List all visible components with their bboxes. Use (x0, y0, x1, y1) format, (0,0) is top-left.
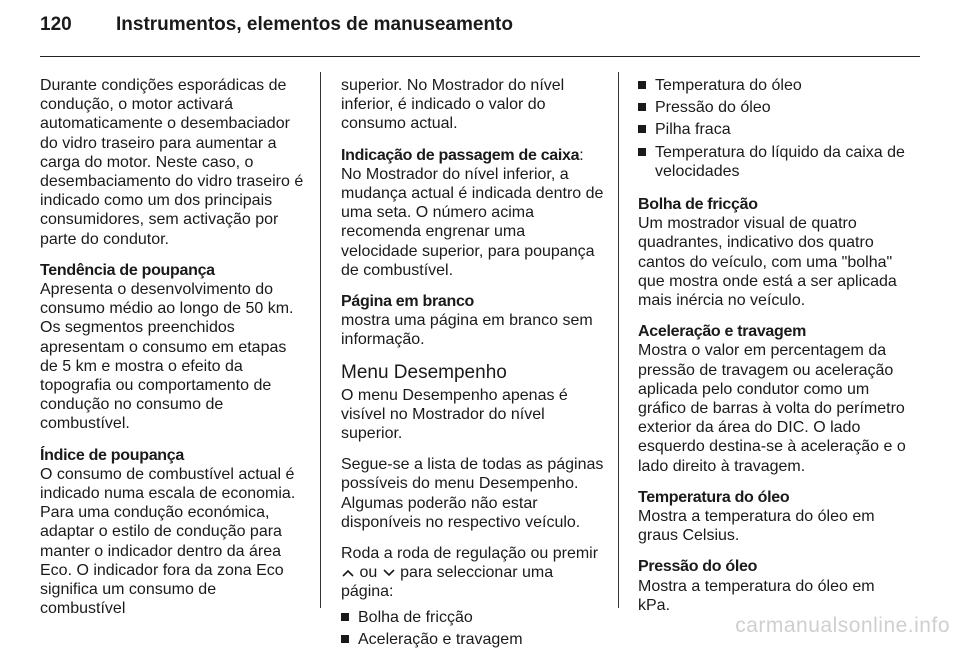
text-roda-c: para seleccionar uma página: (341, 564, 554, 601)
list-item (638, 143, 906, 181)
list-item-label: Pilha fraca (655, 121, 731, 139)
list-item-label: Temperatura do líquido da caixa de velocidades (655, 143, 905, 180)
list-item (638, 120, 906, 139)
paragraph-indicacao (341, 146, 606, 280)
chevron-down-icon (382, 568, 396, 578)
heading-indice: Índice de poupança (40, 446, 184, 464)
column-divider (618, 72, 619, 608)
menu-page-list-cont (638, 76, 906, 181)
text-indicacao: : No Mostrador do nível inferior, a mudança actual é indicada dentro de uma seta. O número acima recomenda engrenar uma velocidade superior, para poupança de combustível. (341, 146, 604, 279)
bullet-icon (638, 148, 646, 156)
heading-temperatura: Temperatura do óleo (638, 488, 790, 506)
paragraph-menu-2: Segue-se a lista de todas as páginas possíveis do menu Desempenho. Algumas poderão não estar disponíveis no respectivo veículo. (341, 456, 604, 531)
paragraph-aceleracao: Mostra o valor em percentagem da pressão de travagem ou aceleração aplicada pelo condutor como um gráfico de barras à volta do perímetro exterior da área do DIC. O lado esquerdo destina-se à aceleração e o lado direito à travagem. (638, 342, 906, 475)
paragraph-temperatura: Mostra a temperatura do óleo em graus Celsius. (638, 508, 875, 545)
header-rule (40, 56, 920, 57)
paragraph-pressao: Mostra a temperatura do óleo em kPa. (638, 577, 875, 614)
list-item (638, 98, 906, 117)
heading-pressao: Pressão do óleo (638, 558, 758, 576)
list-item-label: Aceleração e travagem (358, 630, 523, 648)
page-number: 120 (40, 14, 72, 35)
list-item (341, 630, 606, 649)
list-item-label: Bolha de fricção (358, 608, 473, 626)
list-item (341, 608, 606, 627)
column-divider (320, 72, 321, 608)
heading-branco: Página em branco (341, 293, 475, 311)
paragraph-roda (341, 544, 606, 602)
text-roda-b: ou (359, 564, 378, 582)
bullet-icon (638, 103, 646, 111)
paragraph-bolha: Um mostrador visual de quatro quadrantes, indicativo dos quatro cantos do veículo, com uma "bolha" que mostra onde está a ser aplicada mais inércia no veículo. (638, 215, 897, 310)
paragraph-indice: O consumo de combustível actual é indicado numa escala de economia. Para uma condução económica, adaptar o estilo de condução para manter o indicador dentro da área Eco. O indicador fora da zona Eco significa um consumo de combustível (40, 465, 296, 618)
column-2 (341, 76, 606, 661)
paragraph-branco: mostra uma página em branco sem informação. (341, 312, 593, 349)
page-title: Instrumentos, elementos de manuseamento (116, 14, 513, 35)
column-3 (638, 76, 906, 627)
watermark: carmanualsonline.info (735, 614, 950, 637)
bullet-icon (638, 81, 646, 89)
bullet-icon (341, 613, 349, 621)
heading-tendencia: Tendência de poupança (40, 261, 215, 279)
page-header (40, 14, 920, 48)
column-1 (40, 76, 305, 630)
text-roda-a: Roda a roda de regulação ou premir (341, 545, 599, 563)
bullet-icon (638, 125, 646, 133)
paragraph-menu-1: O menu Desempenho apenas é visível no Mostrador do nível superior. (341, 386, 568, 443)
paragraph-continuation: superior. No Mostrador do nível inferior, é indicado o valor do consumo actual. (341, 77, 565, 133)
paragraph-tendencia: Apresenta o desenvolvimento do consumo médio ao longo de 50 km. Os segmentos preenchidos apresentam o consumo em etapas de 5 km e mostra o efeito da topografia ou comportamento de condução no consumo de combustível. (40, 281, 294, 433)
list-item-label: Temperatura do óleo (655, 77, 802, 94)
chevron-up-icon (341, 568, 355, 578)
section-title-menu: Menu Desempenho (341, 361, 507, 383)
heading-aceleracao: Aceleração e travagem (638, 323, 807, 341)
heading-bolha: Bolha de fricção (638, 196, 758, 214)
menu-page-list (341, 608, 606, 649)
heading-indicacao: Indicação de passagem de caixa (341, 146, 580, 164)
list-item (638, 76, 906, 95)
list-item-label: Pressão do óleo (655, 99, 771, 117)
intro-paragraph: Durante condições esporádicas de condução, o motor activará automaticamente o desembaciador do vidro traseiro para aumentar a carga do motor. Neste caso, o desembaciamento do vidro traseiro é indicado como um dos principais consumidores, sem activação por parte do condutor. (40, 77, 304, 248)
